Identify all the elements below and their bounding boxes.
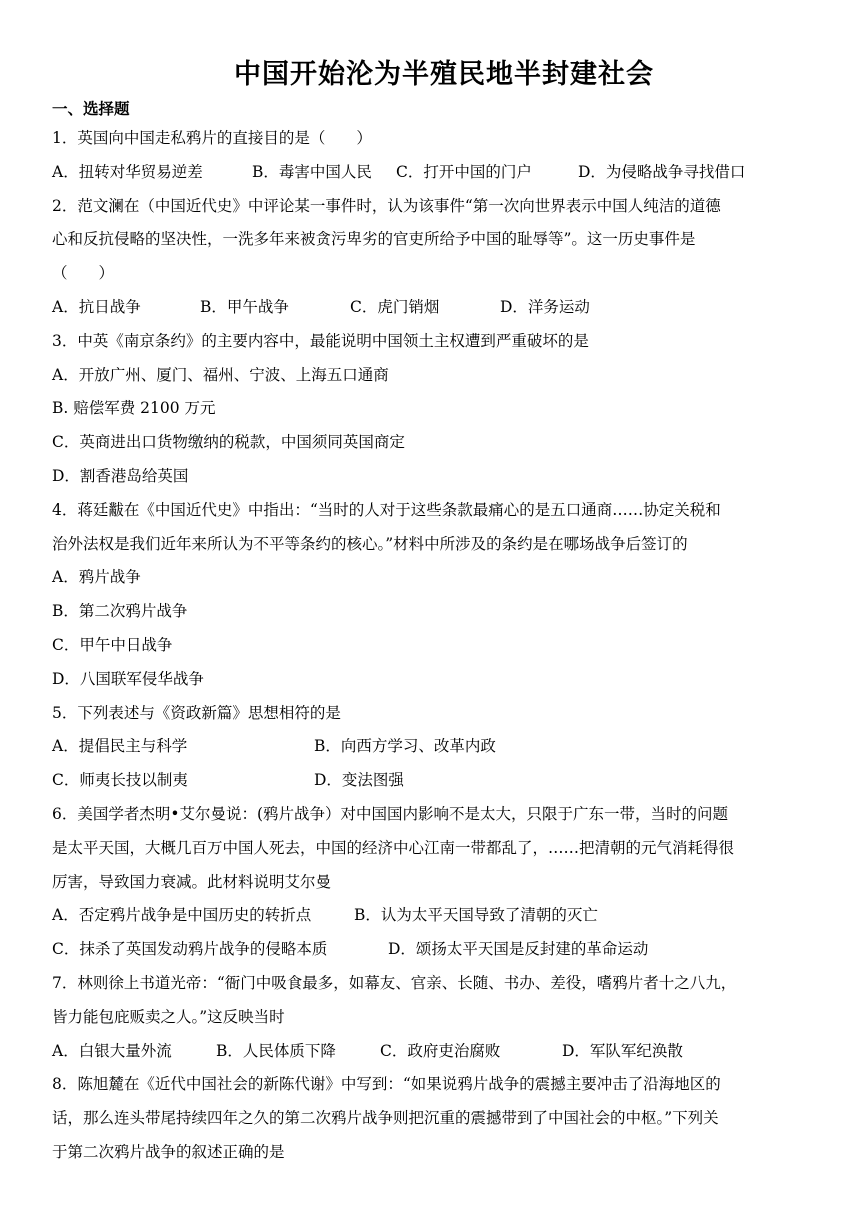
- question-6-stem-line-3: 厉害，导致国力衰减。此材料说明艾尔曼: [52, 872, 332, 891]
- question-8-stem-line-3: 于第二次鸦片战争的叙述正确的是: [52, 1142, 285, 1161]
- question-5-options-row-2: [52, 764, 812, 798]
- question-6-stem-line-1: 6．美国学者杰明•艾尔曼说：(鸦片战争）对中国国内影响不是太大，只限于广东一带，当时的问题: [52, 804, 729, 823]
- q1-option-a: A．扭转对华贸易逆差: [52, 162, 203, 181]
- question-5-stem: 5．下列表述与《资政新篇》思想相符的是: [52, 703, 341, 722]
- q1-option-b: B．毒害中国人民: [252, 162, 372, 181]
- question-7-stem-line-1: 7．林则徐上书道光帝：“衙门中吸食最多，如幕友、官亲、长随、书办、差役，嗜鸦片者十之八九，: [52, 973, 737, 992]
- question-6-stem-line-2: 是太平天国，大概几百万中国人死去，中国的经济中心江南一带都乱了，……把清朝的元气消耗得很: [52, 838, 735, 857]
- question-8-stem-line-2: 话，那么连头带尾持续四年之久的第二次鸦片战争则把沉重的震撼带到了中国社会的中枢。”下列关: [52, 1109, 719, 1128]
- q7-option-d: D．军队军纪涣散: [562, 1041, 683, 1060]
- question-2-options: [52, 291, 812, 325]
- q2-option-a: A．抗日战争: [52, 297, 141, 316]
- q7-option-c: C．政府吏治腐败: [380, 1041, 501, 1060]
- question-2-stem-line-1: 2．范文澜在（中国近代史》中评论某一事件时，认为该事件“第一次向世界表示中国人纯洁的道德: [52, 196, 721, 215]
- q4-option-d: D．八国联军侵华战争: [52, 669, 204, 688]
- q4-option-a: A．鸦片战争: [52, 568, 141, 587]
- q4-option-b: B．第二次鸦片战争: [52, 602, 188, 621]
- question-6-options-row-1: [52, 899, 812, 933]
- question-6-options-row-2: [52, 933, 812, 967]
- q1-option-d: D．为侵略战争寻找借口: [578, 162, 746, 181]
- q2-option-b: B．甲午战争: [200, 297, 289, 316]
- question-4-stem-line-2: 治外法权是我们近年来所认为不平等条约的核心。”材料中所涉及的条约是在哪场战争后签订的: [52, 534, 688, 553]
- section-heading: 一、选择题: [52, 100, 130, 118]
- q3-option-a: A．开放广州、厦门、福州、宁波、上海五口通商: [52, 365, 389, 384]
- question-1-options: [52, 156, 812, 190]
- q2-option-d: D．洋务运动: [500, 297, 590, 316]
- q3-option-c: C．英商进出口货物缴纳的税款，中国须同英国商定: [52, 433, 405, 452]
- q3-option-d: D．割香港岛给英国: [52, 466, 189, 485]
- document-title: 中国开始沦为半殖民地半封建社会: [234, 59, 654, 90]
- q5-option-d: D．变法图强: [314, 771, 404, 790]
- question-4-stem-line-1: 4．蒋廷黻在《中国近代史》中指出：“当时的人对于这些条款最痛心的是五口通商……协定关税和: [52, 500, 721, 519]
- q5-option-b: B．向西方学习、改革内政: [314, 737, 496, 756]
- q6-option-a: A．否定鸦片战争是中国历史的转折点: [52, 906, 312, 925]
- q5-option-a: A．提倡民主与科学: [52, 737, 188, 756]
- question-8-stem-line-1: 8．陈旭麓在《近代中国社会的新陈代谢》中写到：“如果说鸦片战争的震撼主要冲击了沿海地区的: [52, 1075, 721, 1094]
- q5-option-c: C．师夷长技以制夷: [52, 771, 188, 790]
- question-2-stem-line-2: 心和反抗侵略的坚决性，一洗多年来被贪污卑劣的官吏所给予中国的耻辱等”。这一历史事件是: [52, 230, 696, 249]
- q3-option-b: B. 赔偿军费 2100 万元: [52, 399, 216, 418]
- q7-option-a: A．白银大量外流: [52, 1041, 172, 1060]
- question-7-options: [52, 1035, 812, 1069]
- q7-option-b: B．人民体质下降: [216, 1041, 336, 1060]
- question-3-stem: 3．中英《南京条约》的主要内容中，最能说明中国领土主权遭到严重破坏的是: [52, 331, 589, 350]
- q6-option-d: D．颂扬太平天国是反封建的革命运动: [388, 940, 649, 959]
- question-2-stem-line-3: （ ）: [52, 264, 115, 283]
- question-1-stem: 1．英国向中国走私鸦片的直接目的是（ ）: [52, 129, 372, 147]
- q6-option-c: C．抹杀了英国发动鸦片战争的侵略本质: [52, 940, 328, 959]
- q4-option-c: C．甲午中日战争: [52, 635, 173, 654]
- q1-option-c: C．打开中国的门户: [396, 162, 532, 181]
- question-5-options-row-1: [52, 730, 812, 764]
- question-list: [52, 96, 812, 1170]
- q2-option-c: C．虎门销烟: [350, 297, 440, 316]
- q6-option-b: B．认为太平天国导致了清朝的灭亡: [354, 906, 598, 925]
- question-7-stem-line-2: 皆力能包庇贩卖之人。”这反映当时: [52, 1007, 285, 1026]
